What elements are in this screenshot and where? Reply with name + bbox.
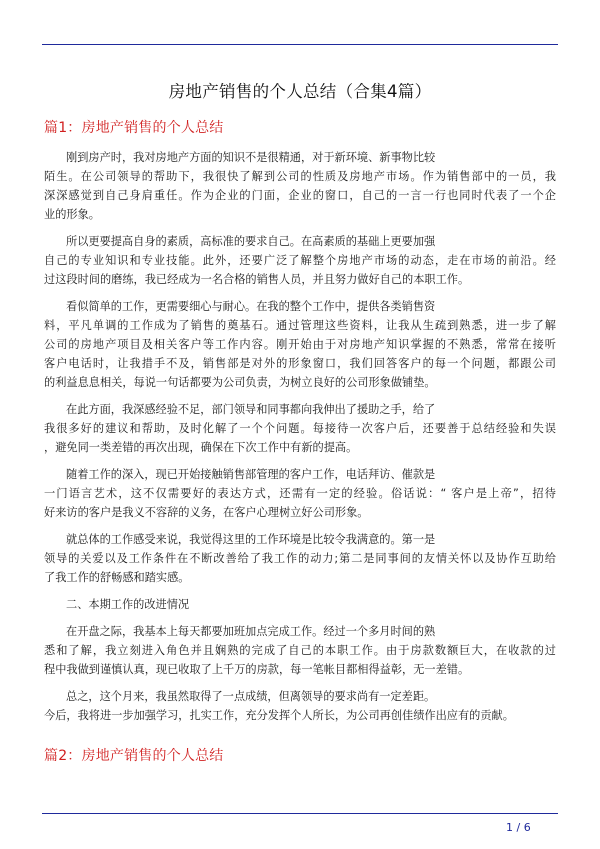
section-2-heading: 篇2：房地产销售的个人总结 (44, 748, 224, 764)
text-line: 过这段时间的磨练，我已经成为一名合格的销售人员，并且努力做好自己的本职工作。 (44, 273, 470, 286)
text-line: 所以更要提高自身的素质，高标准的要求自己。在高素质的基础上更要加强 (66, 235, 436, 248)
text-line: 我很多好的建议和帮助，及时化解了一个个问题。每接待一次客户后，还要善于总结经验和失误 (44, 422, 556, 435)
text-line: 客户电话时，让我措手不及，销售部是对外的形象窗口，我们回答客户的每一个问题，都跟公司 (44, 357, 556, 370)
paragraph-8 (44, 622, 556, 679)
text-line: 总之，这个月来，我虽然取得了一点成绩，但离领导的要求尚有一定差距。 (66, 690, 436, 703)
text-line: 了我工作的舒畅感和踏实感。 (44, 571, 190, 584)
text-line: 陌生。在公司领导的帮助下，我很快了解到公司的性质及房地产市场。作为销售部中的一员，我 (44, 170, 556, 183)
paragraph-4 (44, 400, 556, 457)
paragraph-2 (44, 232, 556, 289)
page-title: 房地产销售的个人总结（合集4篇） (168, 82, 432, 101)
text-line: 随着工作的深入，现已开始接触销售部管理的客户工作，电话拜访、催款是 (66, 468, 436, 481)
section-subheading: 二、本期工作的改进情况 (66, 598, 190, 611)
page-indicator: 1 / 6 (506, 821, 531, 834)
text-line: 的利益息息相关，每说一句话都要为公司负责，为树立良好的公司形象做铺垫。 (44, 376, 436, 389)
bottom-rule (42, 813, 558, 814)
paragraph-9 (44, 687, 556, 725)
text-line: 公司的房地产项目及相关客户等工作内容。刚开始由于对房地产知识掌握的不熟悉，常常在接听 (44, 338, 556, 351)
text-line: 业的形象。 (44, 208, 100, 221)
text-line: 好来访的客户是我义不容辞的义务，在客户心理树立好公司形象。 (44, 506, 369, 519)
text-line: 看似简单的工作，更需要细心与耐心。在我的整个工作中，提供各类销售资 (66, 300, 436, 313)
paragraph-3 (44, 297, 556, 392)
text-line: 刚到房产时，我对房地产方面的知识不是很精通，对于新环境、新事物比较 (66, 151, 436, 164)
paragraph-7 (44, 595, 556, 614)
paragraph-1 (44, 148, 556, 224)
text-line: 在开盘之际，我基本上每天都要加班加点完成工作。经过一个多月时间的熟 (66, 625, 436, 638)
text-line: 料，平凡单调的工作成为了销售的奠基石。通过管理这些资料，让我从生疏到熟悉，进一步了解 (44, 319, 556, 332)
text-line: 深深感觉到自己身肩重任。作为企业的门面，企业的窗口，自己的一言一行也同时代表了一个企 (44, 189, 556, 202)
section-1-heading: 篇1：房地产销售的个人总结 (44, 120, 224, 136)
text-line: 就总体的工作感受来说，我觉得这里的工作环境是比较令我满意的。第一是 (66, 533, 436, 546)
paragraph-5 (44, 465, 556, 522)
text-line: 领导的关爱以及工作条件在不断改善给了我工作的动力;第二是同事间的友情关怀以及协作互助给 (44, 552, 556, 565)
text-line: 程中我做到谨慎认真，现已收取了上千万的房款，每一笔帐目都相得益彰，无一差错。 (44, 663, 470, 676)
text-line: ，避免同一类差错的再次出现，确保在下次工作中有新的提高。 (44, 441, 358, 454)
paragraph-6 (44, 530, 556, 587)
text-line: 悉和了解，我立刻进入角色并且娴熟的完成了自己的本职工作。由于房款数额巨大，在收款的过 (44, 644, 556, 657)
body-text (44, 148, 556, 733)
text-line: 今后，我将进一步加强学习，扎实工作，充分发挥个人所长，为公司再创佳绩作出应有的贡献。 (44, 709, 514, 722)
text-line: 自己的专业知识和专业技能。此外，还要广泛了解整个房地产市场的动态，走在市场的前沿。经 (44, 254, 556, 267)
text-line: 一门语言艺术，这不仅需要好的表达方式，还需有一定的经验。俗话说：“ 客户是上帝”，招待 (44, 487, 556, 500)
top-rule (42, 44, 558, 45)
text-line: 在此方面，我深感经验不足，部门领导和同事都向我伸出了援助之手，给了 (66, 403, 436, 416)
